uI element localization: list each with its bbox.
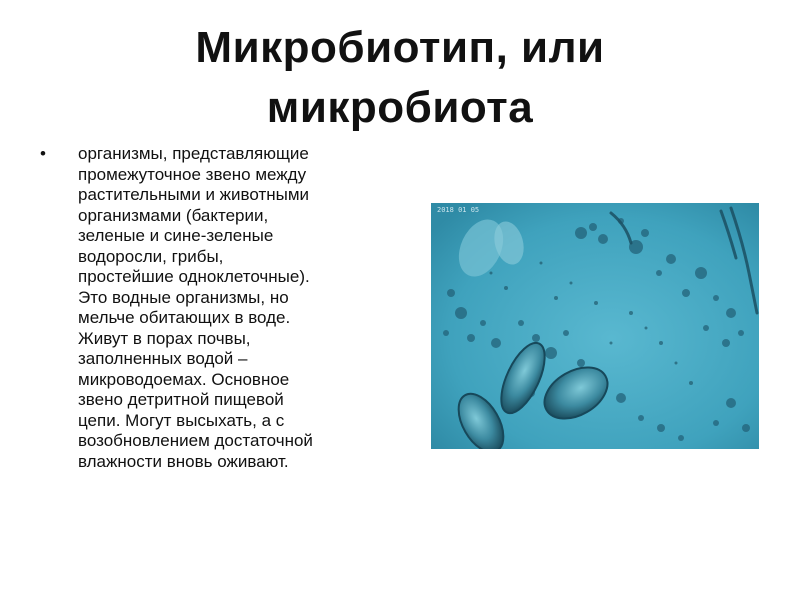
- bullet-line: промежуточное звено между: [78, 164, 307, 184]
- bullet-line: простейшие одноклеточные).: [78, 267, 310, 286]
- photo-timestamp: 2018 01 05: [437, 206, 480, 214]
- microscope-photo-drawing: [431, 203, 759, 449]
- slide-title-line-2: микробиота: [266, 83, 534, 132]
- bullet-line: заполненных водой –: [78, 349, 248, 368]
- slide-title: [100, 18, 700, 138]
- bullet-line: микроводоемах. Основное: [78, 369, 290, 389]
- bullet-line: организмы, представляющие: [78, 144, 309, 163]
- bullet-line: водоросли, грибы,: [78, 246, 224, 266]
- bullet-line: влажности вновь оживают.: [78, 451, 289, 471]
- bullet-line: зеленые и сине-зеленые: [78, 226, 274, 245]
- bullet-line: Живут в порах почвы,: [78, 328, 251, 348]
- microscope-photo: [431, 203, 759, 449]
- bullet-text: [78, 144, 390, 472]
- bullet-line: Это водные организмы, но: [78, 287, 289, 307]
- bullet-line: организмами (бактерии,: [78, 205, 269, 225]
- bullet-line: мельче обитающих в воде.: [78, 308, 291, 327]
- slide-title-line-1: Микробиотип, или: [195, 23, 605, 72]
- bullet-line: звено детритной пищевой: [78, 390, 284, 409]
- bullet-line: растительными и животными: [78, 185, 310, 204]
- bullet-list: [40, 144, 390, 472]
- bullet-line: возобновлением достаточной: [78, 431, 313, 450]
- bullet-item: [40, 144, 390, 472]
- bullet-line: цепи. Могут высыхать, а с: [78, 410, 285, 430]
- bullet-point-icon: •: [40, 144, 46, 163]
